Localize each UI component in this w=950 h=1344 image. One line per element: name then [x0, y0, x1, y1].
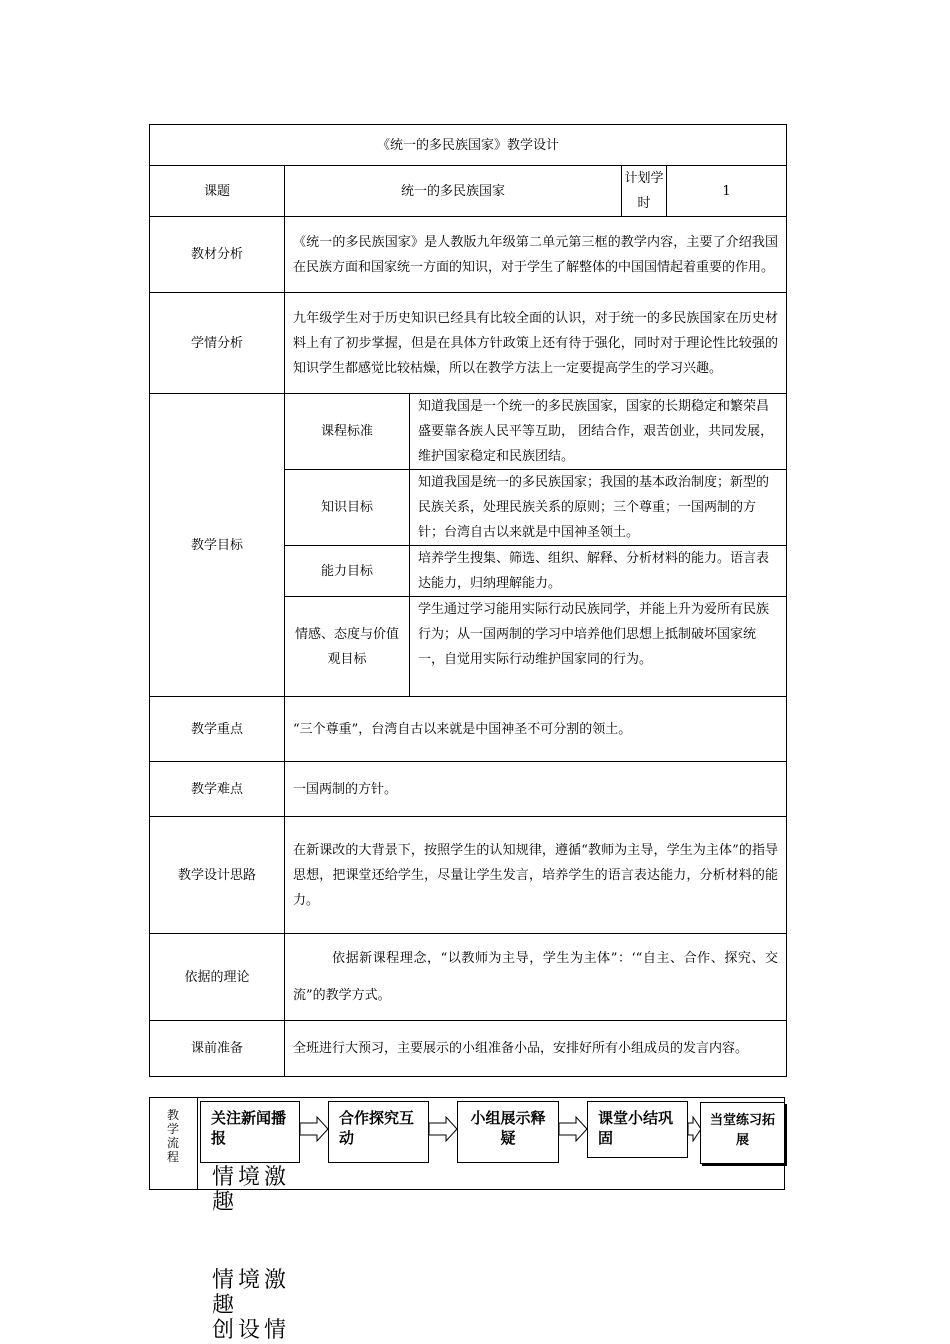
theory-text: 依据新课程理念，“以教师为主导，学生为主体”：‘“自主、合作、探究、交流”的教学方式。 [285, 934, 787, 1021]
students-text: 九年级学生对于历史知识已经具有比较全面的认识，对于统一的多民族国家在历史材料上有了初步掌握，但是在具体方针政策上还有待于强化，同时对于理论性比较强的知识学生都感觉比较枯燥，所以在教学方法上一定要提高学生的学习兴趣。 [285, 293, 787, 394]
flow-border-left [149, 1098, 150, 1189]
flow-divider [197, 1098, 198, 1189]
hours-label-text: 计划学时 [624, 171, 664, 211]
flow-step-news: 关注新闻播报 [200, 1101, 300, 1163]
difficulty-text: 一国两制的方针。 [285, 762, 787, 817]
focus-label: 教学重点 [150, 697, 285, 762]
focus-text: “三个尊重”，台湾自古以来就是中国神圣不可分割的领土。 [285, 697, 787, 762]
theory-label: 依据的理论 [150, 934, 285, 1021]
hours-label [622, 166, 667, 217]
goal-text: 学生通过学习能用实际行动民族同学，并能上升为爱所有民族行为；从一国两制的学习中培养他们思想上抵制破坏国家统一，自觉用实际行动维护国家同的行为。 [410, 597, 787, 697]
goal-label: 能力目标 [285, 546, 410, 597]
difficulty-label: 教学难点 [150, 762, 285, 817]
flow-step-practice: 当堂练习拓展 [700, 1102, 785, 1164]
hours-value: 1 [667, 166, 787, 217]
arrow-right-icon [429, 1116, 459, 1142]
goals-label: 教学目标 [150, 394, 285, 697]
floating-text-3: 创设情 [212, 1318, 291, 1343]
textbook-text: 《统一的多民族国家》是人教版九年级第二单元第三框的教学内容，主要了介绍我国在民族方面和国家统一方面的知识，对于学生了解整体的中国国情起着重要的作用。 [285, 217, 787, 293]
goal-label: 课程标准 [285, 394, 410, 470]
lesson-plan-table [149, 124, 787, 1077]
flow-label: 教学流程 [167, 1108, 180, 1164]
flow-step-inquiry: 合作探究互动 [328, 1101, 429, 1163]
floating-text-2: 情境激趣 [212, 1268, 291, 1318]
goal-text: 培养学生搜集、筛选、组织、解释、分析材料的能力。语言表达能力，归纳理解能力。 [410, 546, 787, 597]
floating-text-1: 情境激趣 [212, 1165, 291, 1215]
goal-text: 知道我国是一个统一的多民族国家，国家的长期稳定和繁荣昌盛要靠各族人民平等互助， 团结合作，艰苦创业，共同发展，维护国家稳定和民族团结。 [410, 394, 787, 470]
prep-text: 全班进行大预习，主要展示的小组准备小品，安排好所有小组成员的发言内容。 [285, 1021, 787, 1077]
goal-label: 情感、态度与价值观目标 [285, 597, 410, 697]
textbook-label: 教材分析 [150, 217, 285, 293]
flow-step-show: 小组展示释疑 [457, 1101, 559, 1163]
goal-label: 知识目标 [285, 470, 410, 546]
prep-label: 课前准备 [150, 1021, 285, 1077]
arrow-right-icon [559, 1116, 589, 1142]
design-label: 教学设计思路 [150, 817, 285, 934]
topic-value: 统一的多民族国家 [285, 166, 622, 217]
goal-text: 知道我国是统一的多民族国家；我国的基本政治制度；新型的民族关系，处理民族关系的原则；三个尊重；一国两制的方针；台湾自古以来就是中国神圣领土。 [410, 470, 787, 546]
flow-step-summary: 课堂小结巩固 [587, 1101, 688, 1158]
design-text: 在新课改的大背景下，按照学生的认知规律，遵循“教师为主导，学生为主体”的指导思想，把课堂还给学生，尽量让学生发言，培养学生的语言表达能力，分析材料的能力。 [285, 817, 787, 934]
arrow-right-icon [300, 1116, 330, 1142]
topic-label: 课题 [150, 166, 285, 217]
page-title: 《统一的多民族国家》教学设计 [150, 125, 787, 166]
students-label: 学情分析 [150, 293, 285, 394]
